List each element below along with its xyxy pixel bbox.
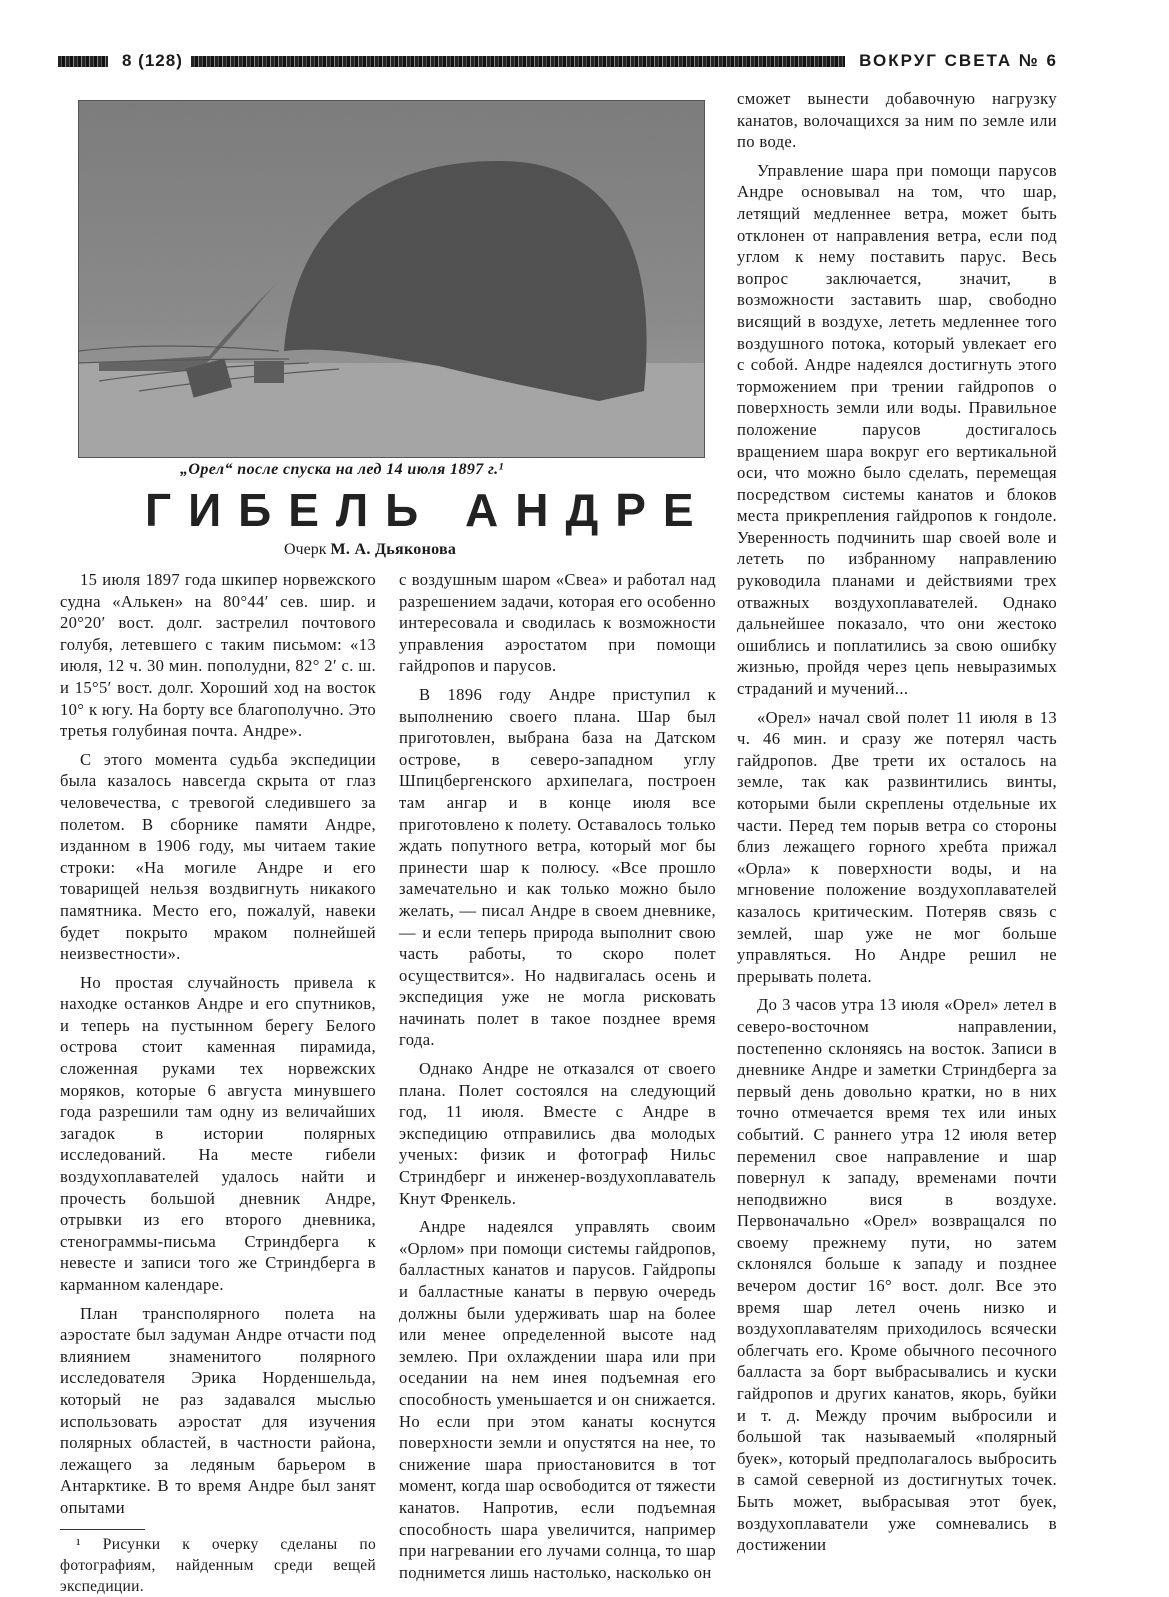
paragraph: План трансполярного полета на аэростате был задуман Андре отчасти под влиянием знаменитого полярного исследователя Эрика Норденшельда, который не раз задавался мыслью использовать аэростат для изучения полярных областей, в частности района, лежащего за ледяным барьером в Антарктике. В то время Андре был занят опытами (60, 1303, 376, 1517)
paragraph: В 1896 году Андре приступил к выполнению своего плана. Шар был приготовлен, выбрана база на Датском острове, в северо-западном углу Шпицбергенского архипелага, построен там ангар и в конце июля все приготовлено к полету. Оставалось только ждать попутного ветра, который мог бы принести шар к полюсу. «Все прошло замечательно и как только можно было желать, — писал Андре в своем дневнике, — и если теперь природа выполнит свою часть работы, то скоро полет осуществится». Но надвигалась осень и экспедиция уже не могла рисковать начинать полет в такое позднее время года. (399, 684, 716, 1050)
paragraph: 15 июля 1897 года шкипер норвежского судна «Алькен» на 80°44′ сев. шир. и 20°20′ вост. долг. застрелил почтового голубя, летевшего с таким письмом: «13 июля, 12 ч. 30 мин. пополудни, 82° 2′ с. ш. и 15°5′ вост. долг. Хороший ход на восток 10° к югу. На борту все благополучно. Это третья голубиная почта. Андре». (60, 570, 376, 741)
paragraph-continued: с воздушным шаром «Свеа» и работал над разрешением задачи, которая его особенно интересовала и сводилась к возможности управления аэростатом при помощи гайдропов и парусов. (399, 570, 716, 676)
paragraph: Однако Андре не отказался от своего плана. Полет состоялся на следующий год, 11 июля. Вместе с Андре в экспедицию отправились два молодых ученых: физик и фотограф Нильс Стриндберг и инженер-воздухоплаватель Кнут Френкель. (399, 1059, 716, 1208)
balloon-photo (78, 100, 705, 458)
byline-author: М. А. Дьяконова (330, 541, 457, 558)
paragraph: «Орел» начал свой полет 11 июля в 13 ч. 46 мин. и сразу же потерял часть гайдропов. Две трети их осталось на земле, так как развинтились винты, которыми были скреплены отдельные их части. Перед тем порыв ветра со стороны близ лежащего горного хребта прижал «Орла» к поверхности воды, и на мгновение положение воздухоплавателей казалось критическим. Потеряв связь с землей, шар уже не мог больше управляться. Но Андре решил не прерывать полета. (737, 707, 1057, 986)
magazine-title: ВОКРУГ СВЕТА № 6 (859, 51, 1058, 70)
text-column-1 (60, 569, 376, 1597)
text-column-3 (737, 88, 1057, 1563)
byline (284, 540, 456, 560)
footnote-rule (60, 1529, 145, 1530)
page-number: 8 (128) (122, 51, 183, 70)
balloon-on-ice-illustration (79, 101, 704, 457)
paragraph: Но простая случайность привела к находке останков Андре и его спутников, и теперь на пустынном берегу Белого острова стоит каменная пирамида, сложенная руками тех норвежских моряков, которые 6 августа минувшего года разрешили там одну из величайших загадок в истории полярных исследований. На месте гибели воздухоплавателей удалось найти и прочесть большой дневник Андре, отрывки из его второго дневника, стенограммы-письма Стриндберга к невесте и записи того же Стриндберга в карманном календаре. (60, 972, 376, 1294)
paragraph: Управление шара при помощи парусов Андре основывал на том, что шар, летящий медленнее ветра, может быть отклонен от направления ветра, если под углом к нему поставить парус. Весь вопрос заключается, значит, в возможности заставить шар, свободно висящий в воздухе, лететь медленнее того воздушного потока, который увлекает его с собой. Андре надеялся достигнуть этого торможением при трении гайдропов о поверхность земли или воды. Правильное положение парусов достигалось вращением шара вокруг его вертикальной оси, что можно было сделать, перемещая посредством системы канатов и блоков места прикрепления гайдропов к гондоле. Уверенность подчинить шар своей воле и лететь по избранному направлению руководила планами и действиями трех отважных воздухоплавателей. Однако дальнейшее показало, что они жестоко ошиблись и поплатились за свою ошибку жизнью, пройдя через цепь невыразимых страданий и мучений... (737, 160, 1057, 699)
paragraph: Андре надеялся управлять своим «Орлом» при помощи системы гайдропов, балластных канатов и парусов. Гайдропы и балластные канаты в первую очередь должны были удерживать шар на более или менее определенной высоте над землею. При охлаждении шара или при оседании на нем инея подъемная его способность уменьшается и он снижается. Но если при этом канаты коснутся поверхности земли и опустятся на нее, то снижение шара приостановится в тот момент, когда шар освободится от тяжести канатов. Напротив, если подъемная способность шара увеличится, например при нагревании его лучами солнца, то шар поднимется лишь настолько, насколько он (399, 1217, 716, 1582)
paragraph: С этого момента судьба экспедиции была казалось навсегда скрыта от глаз человечества, с тревогой следившего за полетом. В сборнике памяти Андре, изданном в 1906 году, мы читаем такие строки: «На могиле Андре и его товарищей нельзя воздвигнуть никакого памятника. Место его, пожалуй, навеки будет покрыто мраком полнейшей неизвестности». (60, 749, 376, 964)
header-rule-center (191, 56, 845, 67)
text-column-2 (399, 569, 716, 1590)
running-header (58, 50, 1058, 72)
photo-caption: „Орел“ после спуска на лед 14 июля 1897 г.¹ (180, 461, 504, 478)
paragraph-continued: сможет вынести добавочную нагрузку канатов, волочащихся за ним по земле или по воде. (737, 89, 1057, 152)
article-title: ГИБЕЛЬ АНДРЕ (145, 484, 711, 536)
footnote: ¹ Рисунки к очерку сделаны по фотографиям, найденным среди вещей экспедиции. (60, 1535, 376, 1595)
header-rule-left (58, 56, 108, 67)
paragraph: До 3 часов утра 13 июля «Орел» летел в северо-восточном направлении, постепенно склоняясь на восток. Записи в дневнике Андре и заметки Стриндберга за первый день довольно кратки, но в них точно отмечается время тех или иных событий. С раннего утра 12 июля ветер переменил свое направление и шар повернул к западу, временами почти неподвижно вися в воздухе. Первоначально «Орел» возвращался по своему прежнему пути, но затем склонялся больше к западу и позднее вечером достиг 16° вост. долг. Все это время шар летел очень низко и воздухоплавателям приходилось всячески облегчать его. Кроме обычного песочного балласта за борт выбрасывались и куски гайдропов и других канатов, якорь, буйки и т. д. Между прочим выбросили и большой так называемый «полярный буек», который предполагалось выбросить в самой северной из достигнутых точек. Быть может, выбрасывая этот буек, воздухоплаватели уже сомневались в достижении (737, 995, 1057, 1555)
byline-prefix: Очерк (284, 541, 327, 558)
